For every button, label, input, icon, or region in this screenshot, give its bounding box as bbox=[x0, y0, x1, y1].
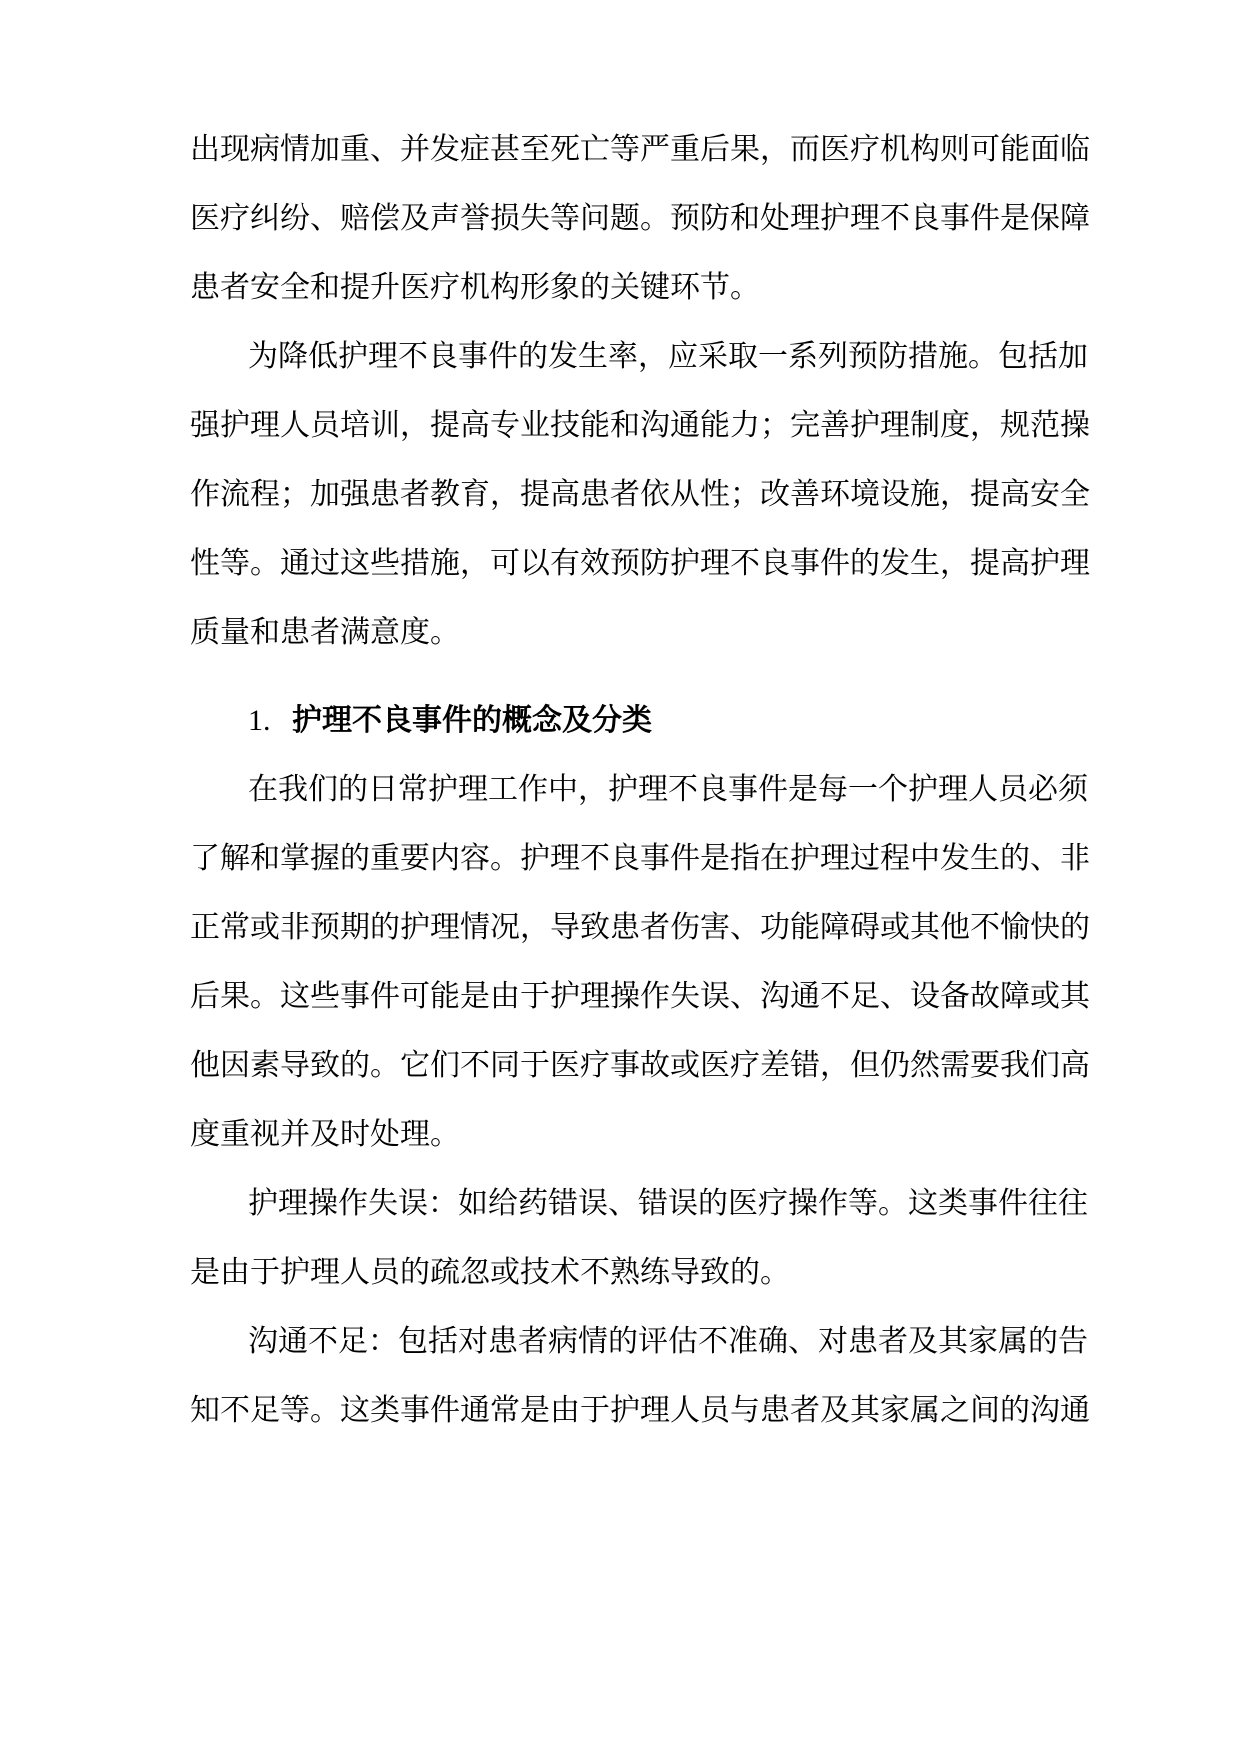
paragraph-1-line-2: 医疗纠纷、赔偿及声誉损失等问题。预防和处理护理不良事件是保障 bbox=[190, 201, 1090, 236]
paragraph-3-line-5: 他因素导致的。它们不同于医疗事故或医疗差错，但仍然需要我们高 bbox=[190, 1048, 1090, 1083]
paragraph-4-line-1: 护理操作失误：如给药错误、错误的医疗操作等。这类事件往往 bbox=[248, 1186, 1088, 1221]
paragraph-3-line-6: 度重视并及时处理。 bbox=[190, 1117, 460, 1152]
paragraph-3-line-2: 了解和掌握的重要内容。护理不良事件是指在护理过程中发生的、非 bbox=[190, 841, 1090, 876]
paragraph-1-line-3: 患者安全和提升医疗机构形象的关键环节。 bbox=[190, 270, 760, 305]
paragraph-5-line-2: 知不足等。这类事件通常是由于护理人员与患者及其家属之间的沟通 bbox=[190, 1393, 1090, 1428]
section-heading-number: 1. bbox=[248, 704, 271, 737]
paragraph-2-line-3: 作流程；加强患者教育，提高患者依从性；改善环境设施，提高安全 bbox=[190, 477, 1090, 512]
paragraph-5-line-1: 沟通不足：包括对患者病情的评估不准确、对患者及其家属的告 bbox=[248, 1324, 1088, 1359]
section-heading-title: 护理不良事件的概念及分类 bbox=[292, 703, 652, 738]
paragraph-2-line-5: 质量和患者满意度。 bbox=[190, 615, 460, 650]
paragraph-3-line-1: 在我们的日常护理工作中，护理不良事件是每一个护理人员必须 bbox=[248, 772, 1088, 807]
paragraph-4-line-2: 是由于护理人员的疏忽或技术不熟练导致的。 bbox=[190, 1255, 790, 1290]
paragraph-3-line-4: 后果。这些事件可能是由于护理操作失误、沟通不足、设备故障或其 bbox=[190, 979, 1090, 1014]
section-heading bbox=[248, 701, 652, 741]
paragraph-2-line-4: 性等。通过这些措施，可以有效预防护理不良事件的发生，提高护理 bbox=[190, 546, 1090, 581]
paragraph-2-line-2: 强护理人员培训，提高专业技能和沟通能力；完善护理制度，规范操 bbox=[190, 408, 1090, 443]
paragraph-1-line-1: 出现病情加重、并发症甚至死亡等严重后果，而医疗机构则可能面临 bbox=[190, 132, 1090, 167]
paragraph-3-line-3: 正常或非预期的护理情况，导致患者伤害、功能障碍或其他不愉快的 bbox=[190, 910, 1090, 945]
paragraph-2-line-1: 为降低护理不良事件的发生率，应采取一系列预防措施。包括加 bbox=[248, 339, 1088, 374]
